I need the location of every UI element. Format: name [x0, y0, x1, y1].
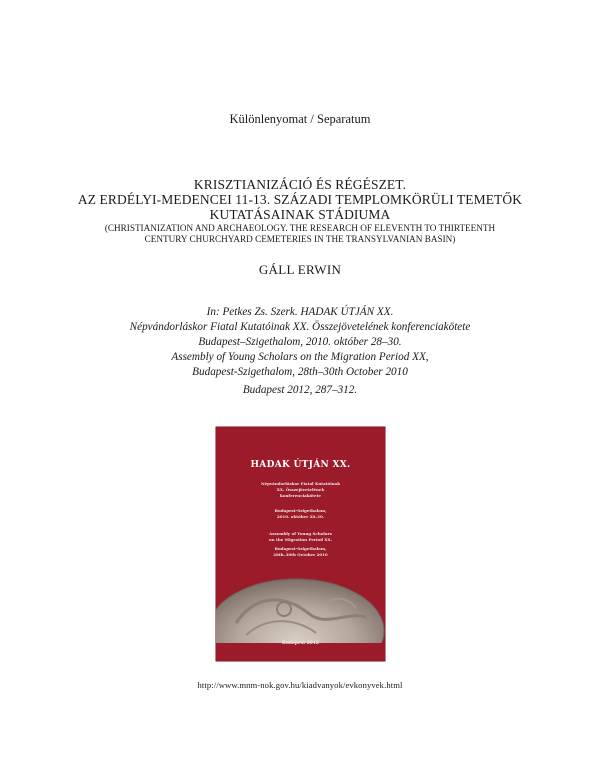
title-line-3: KUTATÁSAINAK STÁDIUMA: [209, 207, 391, 222]
cover-title: HADAK ÚTJÁN XX.: [250, 460, 351, 470]
cover-line: konferenciakötete: [280, 493, 321, 498]
source-line-2: Népvándorláskor Fiatal Kutatóinak XX. Összejövetelének konferenciakötete: [129, 321, 471, 333]
source-citation: [0, 305, 600, 380]
cover-line: Népvándorláskor Fiatal Kutatóinak: [260, 481, 341, 486]
cover-line: 28th–30th October 2010: [273, 552, 328, 557]
cover-line: Budapest-Szigethalom,: [274, 546, 327, 551]
english-title-line-2: CENTURY CHURCHYARD CEMETERIES IN THE TRANSYLVANIAN BASIN): [144, 234, 456, 244]
source-line-3: Budapest–Szigethalom, 2010. október 28–30.: [198, 336, 402, 348]
source-line-5: Budapest-Szigethalom, 28th–30th October 2010: [192, 366, 408, 378]
cover-text-hungarian: [216, 481, 385, 499]
source-line-4: Assembly of Young Scholars on the Migration Period XX,: [171, 351, 429, 363]
book-cover-image: [216, 427, 385, 661]
article-title: [0, 177, 600, 222]
source-url-link[interactable]: http://www.mnm-nok.gov.hu/kiadvanyok/evkonyvek.html: [197, 680, 403, 690]
english-title-line-1: (CHRISTIANIZATION AND ARCHAEOLOGY. THE RESEARCH OF ELEVENTH TO THIRTEENTH: [104, 223, 496, 233]
cover-line: Assembly of Young Scholars: [269, 531, 332, 536]
separatum-label: Különlenyomat / Separatum: [229, 112, 371, 126]
cover-text-english: [216, 531, 385, 543]
article-english-title: [0, 223, 600, 245]
cover-line: Budapest-Szigethalom,: [274, 508, 327, 513]
title-line-1: KRISZTIANIZÁCIÓ ÉS RÉGÉSZET.: [193, 177, 407, 192]
author-name: GÁLL ERWIN: [258, 262, 342, 277]
cover-city-year: Budapest 2012: [282, 641, 319, 646]
title-line-2: AZ ERDÉLYI-MEDENCEI 11-13. SZÁZADI TEMPLOMKÖRÜLI TEMETŐK: [77, 192, 523, 207]
cover-line: on the Migration Period XX.: [269, 537, 332, 542]
source-line-1: In: Petkes Zs. Szerk. HADAK ÚTJÁN XX.: [206, 306, 394, 318]
cover-text-venue-hu: [216, 508, 385, 520]
cover-text-venue-en: [216, 546, 385, 558]
cover-line: 2010. október 28–30.: [276, 514, 325, 519]
page-range: Budapest 2012, 287–312.: [242, 384, 358, 396]
cover-line: XX. Összejövetelének: [276, 487, 325, 492]
cover-metal-disc-image: [216, 573, 385, 643]
